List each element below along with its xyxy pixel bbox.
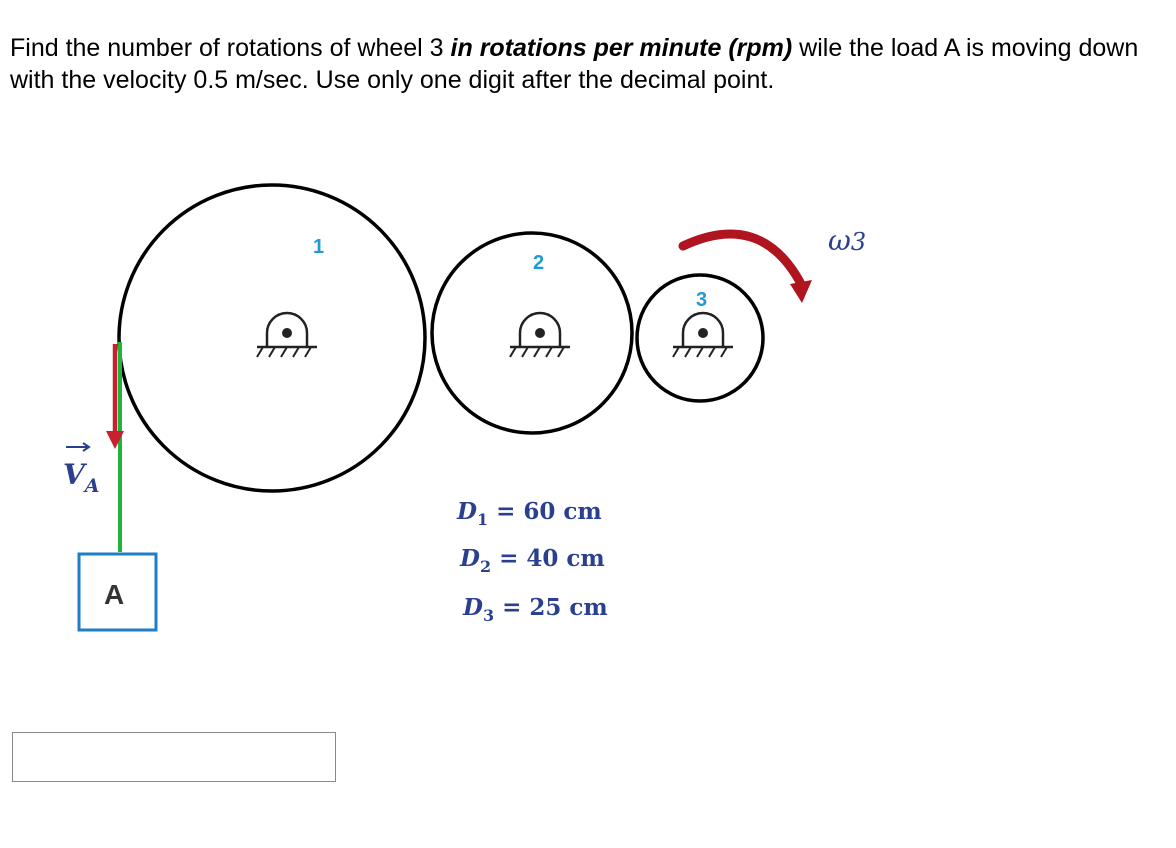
wheel-2-label: 2: [533, 252, 545, 274]
wheel-1-label: 1: [313, 236, 325, 258]
omega-symbol: ω: [828, 224, 851, 257]
svg-text:VA: [63, 458, 99, 497]
pivot-support-3-icon: [673, 313, 733, 357]
load-label: A: [104, 579, 125, 610]
omega-label: [828, 224, 866, 257]
velocity-label: [63, 443, 99, 497]
question-part1: Find the number of rotations of wheel 3: [10, 34, 451, 62]
velocity-symbol: V: [63, 458, 85, 491]
dimension-d3: $D_3 = 25$ cm: [463, 594, 608, 625]
velocity-subscript: A: [84, 475, 100, 497]
dimension-d1: $D_1 = 60$ cm: [457, 498, 602, 529]
question-emphasis: in rotations per minute (rpm): [450, 34, 793, 62]
dimension-d2: $D_2 = 40$ cm: [460, 545, 605, 576]
question-part2: wile the load A is moving down with the velocity 0.5 m/sec. Use only one digit after the decimal point.: [10, 34, 1139, 94]
wheel-3-label: 3: [696, 289, 708, 311]
pivot-support-2-icon: [510, 313, 570, 357]
omega-subscript: 3: [850, 228, 867, 256]
answer-input[interactable]: [12, 732, 336, 782]
wheel-1: [119, 185, 425, 491]
wheel-2: [432, 233, 632, 433]
pivot-support-1-icon: [257, 313, 317, 357]
